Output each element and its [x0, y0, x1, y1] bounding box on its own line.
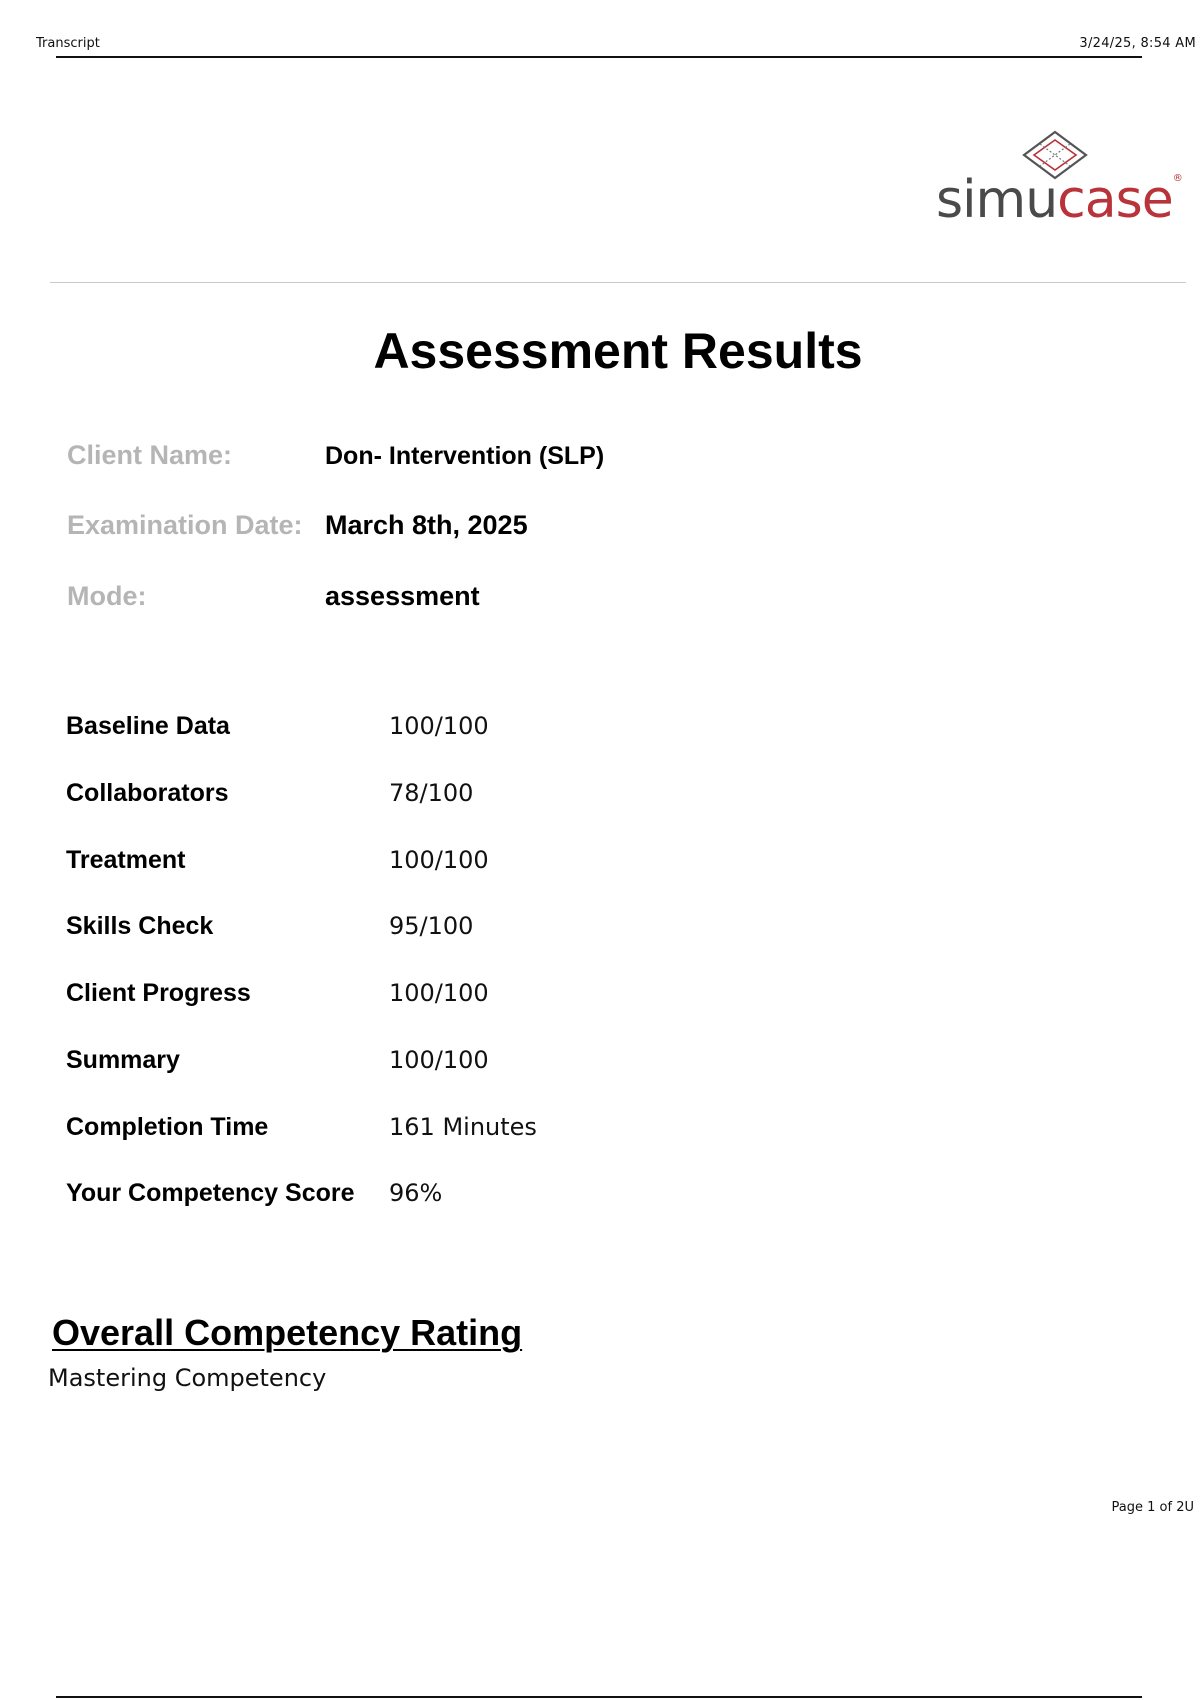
- header-title: Transcript: [36, 36, 100, 51]
- footer-rule: [56, 1696, 1142, 1698]
- client-name-value: Don- Intervention (SLP): [325, 442, 605, 470]
- score-value: 100/100: [389, 846, 489, 874]
- mode-label: Mode:: [67, 581, 147, 611]
- score-label: Client Progress: [66, 979, 251, 1007]
- score-value: 78/100: [389, 779, 474, 807]
- page-number: Page 1 of 2U: [1111, 1500, 1194, 1515]
- mode-row: [67, 581, 1067, 621]
- score-row-treatment: [66, 846, 866, 886]
- score-label: Collaborators: [66, 779, 229, 807]
- header-rule: [56, 56, 1142, 58]
- exam-date-row: [67, 510, 1067, 550]
- section-divider: [50, 282, 1186, 283]
- exam-date-value: March 8th, 2025: [325, 510, 528, 540]
- logo-wordmark: [936, 170, 1182, 230]
- rating-value: Mastering Competency: [48, 1364, 327, 1392]
- score-label: Completion Time: [66, 1113, 269, 1141]
- score-row-client-progress: [66, 979, 866, 1019]
- rating-heading: Overall Competency Rating: [52, 1312, 523, 1353]
- logo-text-case: case: [1057, 170, 1173, 230]
- score-value: 95/100: [389, 912, 474, 940]
- simucase-logo: [936, 130, 1186, 230]
- score-row-collaborators: [66, 779, 866, 819]
- score-value: 161 Minutes: [389, 1113, 537, 1141]
- score-row-baseline: [66, 712, 866, 752]
- score-label: Baseline Data: [66, 712, 230, 740]
- score-value: 100/100: [389, 712, 489, 740]
- score-row-skills-check: [66, 912, 866, 952]
- score-label: Your Competency Score: [66, 1179, 355, 1207]
- score-row-completion-time: [66, 1113, 866, 1153]
- page-title: Assessment Results: [373, 323, 863, 379]
- score-value: 96%: [389, 1179, 443, 1207]
- client-name-row: [67, 440, 1067, 480]
- score-row-competency-score: [66, 1179, 866, 1219]
- score-row-summary: [66, 1046, 866, 1086]
- score-value: 100/100: [389, 1046, 489, 1074]
- exam-date-label: Examination Date:: [67, 510, 303, 540]
- score-label: Summary: [66, 1046, 180, 1074]
- score-value: 100/100: [389, 979, 489, 1007]
- logo-text-simu: simu: [936, 170, 1058, 230]
- score-label: Skills Check: [66, 912, 214, 940]
- header-timestamp: 3/24/25, 8:54 AM: [1079, 36, 1196, 51]
- client-name-label: Client Name:: [67, 440, 233, 470]
- logo-registered-mark: ®: [1172, 173, 1182, 184]
- mode-value: assessment: [325, 581, 480, 611]
- score-label: Treatment: [66, 846, 186, 874]
